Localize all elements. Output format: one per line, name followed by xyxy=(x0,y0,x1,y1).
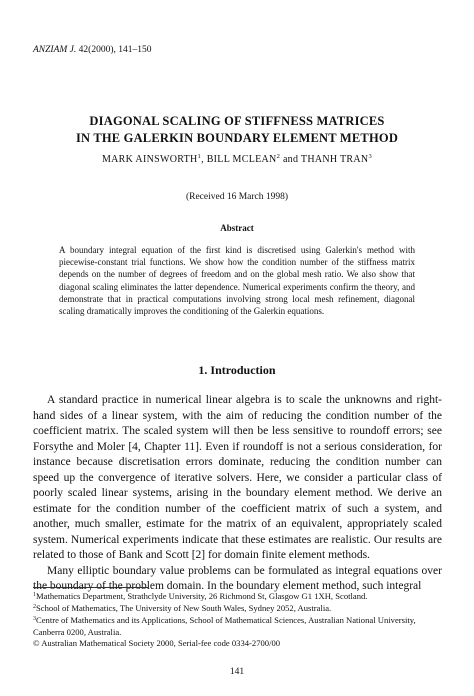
body-paragraph: A standard practice in numerical linear algebra is to scale the unknowns and right-hand sides of a linear system, with the aim of reducing the condition number of the coefficient matrix. The scaled system will then be less sensitive to roundoff errors; see Forsythe and Moler [4, Chapter 11]. Even if roundoff is not a serious consideration, for instance because discretisation errors dominate, reducing the condition number can speed up the convergence of iterative solvers. Here, we consider a particular class of poorly scaled linear systems, arising in the boundary element method. We derive an estimate for the condition number of the coefficient matrix of such a system, and another, much smaller, estimate for the matrix of an equivalent, appropriately scaled system. Numerical experiments indicate that these estimates are realistic. Our results are related to those of Bank and Scott [2] for domain finite element methods. xyxy=(33,394,442,561)
body-paragraph: Many elliptic boundary value problems can be formulated as integral equations over the boundary of the problem domain. In the boundary element method, such integral xyxy=(33,564,442,592)
page-number: 141 xyxy=(229,667,245,677)
copyright-notice: © Australian Mathematical Society 2000, Serial-fee code 0334-2700/00 xyxy=(33,637,281,648)
received-date: (Received 16 March 1998) xyxy=(185,192,289,202)
footnote xyxy=(33,590,443,602)
abstract-heading: Abstract xyxy=(220,223,254,233)
title-line-2: IN THE GALERKIN BOUNDARY ELEMENT METHOD xyxy=(75,130,399,145)
author-name: BILL MCLEAN xyxy=(206,154,277,165)
footnote xyxy=(33,602,443,614)
journal-citation: 42(2000), 141–150 xyxy=(78,45,152,55)
footnote-text: Centre of Mathematics and its Applications, School of Mathematical Sciences, Australian National University, Canberra 0200, Australia. xyxy=(33,615,416,637)
footnote-text: School of Mathematics, The University of New South Wales, Sydney 2052, Australia. xyxy=(36,603,332,614)
footnote-rule xyxy=(33,587,148,588)
footnote-mark: 1 xyxy=(33,592,36,598)
author-list xyxy=(20,153,454,165)
footnote-mark: 3 xyxy=(33,616,36,623)
body-text xyxy=(33,393,442,595)
author-name: MARK AINSWORTH xyxy=(101,154,198,165)
author-affiliation-mark: 1 xyxy=(197,153,202,160)
section-heading: 1. Introduction xyxy=(198,363,276,377)
footnote-text: Mathematics Department, Strathclyde University, 26 Richmond St, Glasgow G1 1XH, Scotland. xyxy=(36,591,368,601)
journal-name: ANZIAM J. xyxy=(33,45,77,55)
title-line-1: DIAGONAL SCALING OF STIFFNESS MATRICES xyxy=(89,114,385,128)
footnotes xyxy=(33,590,443,649)
author-affiliation-mark: 3 xyxy=(368,153,373,160)
author-name: THANH TRAN xyxy=(300,154,369,165)
author-affiliation-mark: 2 xyxy=(276,153,281,160)
paper-title xyxy=(20,113,454,146)
footnote xyxy=(33,614,443,637)
journal-header xyxy=(33,45,151,55)
author-separator: , xyxy=(201,154,207,165)
footnote-mark: 2 xyxy=(33,604,36,611)
author-separator: and xyxy=(280,154,301,165)
abstract-text: A boundary integral equation of the first kind is discretised using Galerkin's method with piecewise-constant trial functions. We show how the condition number of the stiffness matrix depends on the number of degrees of freedom and on the global mesh ratio. We also show that diagonal scaling eliminates the latter dependence. Numerical experiments confirm the theory, and demonstrate that in practical computations involving strong local mesh refinement, diagonal scaling dramatically improves the conditioning of the Galerkin equations. xyxy=(59,245,415,317)
